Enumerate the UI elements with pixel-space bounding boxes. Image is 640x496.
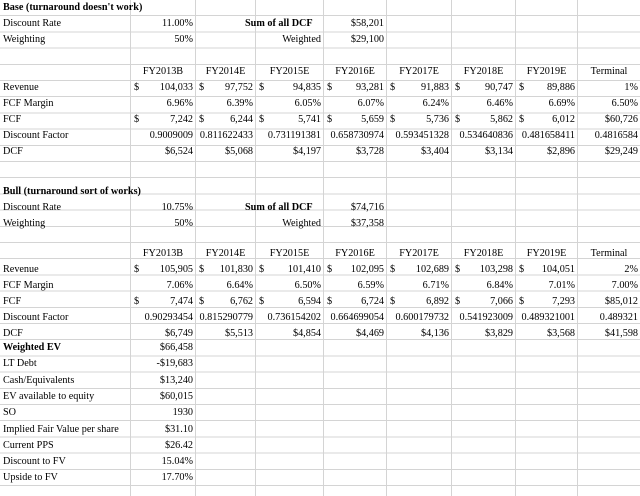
summary-value[interactable]: 17.70% [161,472,193,484]
cell-value: 2% [624,264,638,275]
cell-value: 7.00% [611,280,638,291]
cell-value: 0.489321 [599,312,638,323]
bull-row-fcf [0,294,640,310]
bull-years-row [0,246,640,262]
base-row-label[interactable]: DCF [3,146,23,157]
base-cell-discount-factor[interactable] [387,128,451,144]
cell-value: 0.664699054 [330,312,384,323]
cell-value: $3,568 [546,328,575,339]
cell-value: 89,886 [546,82,575,93]
bull-row-label[interactable]: Revenue [3,264,39,275]
base-row-dcf [0,144,640,160]
cell-value: 102,689 [415,264,449,275]
base-row-fcf [0,112,640,128]
cell-value: 6.39% [226,98,253,109]
cell-value: 6.50% [611,98,638,109]
cell-value: 0.9009009 [149,130,193,141]
base-weighted-label[interactable]: Weighted [282,34,321,45]
base-cell-discount-factor[interactable] [196,128,255,144]
base-discount-rate-label[interactable]: Discount Rate [3,18,62,29]
bull-cell-fcf[interactable] [256,294,323,310]
base-cell-revenue[interactable] [452,80,515,96]
base-cell-fcf-margin[interactable] [452,96,515,112]
currency-symbol: $ [259,264,265,275]
summary-row [0,389,640,405]
base-row-revenue [0,80,640,96]
bull-cell-fcf-margin[interactable] [387,278,451,294]
cell-value: 0.815290779 [199,312,253,323]
bull-cell-fcf[interactable] [452,294,515,310]
base-weighting-value[interactable]: 50% [174,34,193,45]
currency-symbol: $ [199,264,205,275]
summary-value[interactable]: $13,240 [159,374,193,386]
cell-value: $6,749 [164,328,193,339]
cell-value: 6.64% [226,280,253,291]
base-discount-rate-row [0,16,640,32]
summary-row [0,356,640,372]
cell-value: $29,249 [604,146,638,157]
summary-value[interactable]: $26.42 [164,439,193,451]
cell-value: 104,033 [159,82,193,93]
summary-row [0,422,640,438]
base-title[interactable]: Base (turnaround doesn't work) [3,2,143,13]
cell-value: 6.96% [166,98,193,109]
cell-value: 0.4816584 [594,130,638,141]
base-years-row [0,64,640,80]
bull-row-discount-factor [0,310,640,326]
currency-symbol: $ [390,296,396,307]
base-cell-dcf[interactable] [131,144,195,160]
base-cell-fcf[interactable] [324,112,386,128]
cell-value: 101,830 [219,264,253,275]
cell-value: 7,242 [170,114,193,125]
summary-row [0,340,640,356]
base-cell-revenue[interactable] [131,80,195,96]
base-year-header[interactable]: FY2019E [526,66,567,77]
base-cell-discount-factor[interactable] [578,128,640,144]
bull-cell-revenue[interactable] [516,262,577,278]
cell-value: 101,410 [287,264,321,275]
bull-cell-revenue[interactable] [387,262,451,278]
cell-value: 6,594 [298,296,321,307]
summary-label[interactable]: Weighted EV [3,342,62,353]
bull-cell-revenue[interactable] [256,262,323,278]
cell-value: 0.481658411 [521,130,575,141]
summary-label[interactable]: LT Debt [3,358,37,370]
bull-weighting-row [0,216,640,232]
cell-value: $5,513 [224,328,253,339]
bull-year-header[interactable]: Terminal [590,248,628,259]
cell-value: 0.811622433 [199,130,253,141]
base-cell-fcf-margin[interactable] [256,96,323,112]
summary-value[interactable]: -$19,683 [156,358,193,370]
bull-cell-discount-factor[interactable] [256,310,323,326]
bull-year-header[interactable]: FY2017E [399,248,439,259]
cell-value: 7.06% [166,280,193,291]
summary-value[interactable]: 15.04% [161,456,193,468]
cell-value: $85,012 [604,296,638,307]
base-cell-revenue[interactable] [578,80,640,96]
bull-cell-fcf[interactable] [131,294,195,310]
cell-value: 6,012 [552,114,575,125]
cell-value: 103,298 [479,264,513,275]
currency-symbol: $ [327,114,333,125]
base-row-discount-factor [0,128,640,144]
cell-value: 0.658730974 [330,130,384,141]
currency-symbol: $ [519,264,525,275]
summary-label[interactable]: Discount to FV [3,456,66,468]
base-year-header[interactable]: FY2014E [205,66,246,77]
bull-cell-discount-factor[interactable] [196,310,255,326]
cell-value: $5,068 [224,146,253,157]
currency-symbol: $ [455,114,461,125]
cell-value: 0.600179732 [395,312,449,323]
bull-cell-revenue[interactable] [131,262,195,278]
cell-value: $4,197 [292,146,321,157]
base-cell-fcf-margin[interactable] [387,96,451,112]
currency-symbol: $ [390,114,396,125]
summary-row [0,373,640,389]
bull-year-header[interactable]: FY2019E [526,248,567,259]
bull-cell-fcf-margin[interactable] [131,278,195,294]
base-cell-dcf[interactable] [196,144,255,160]
bull-weighted-value[interactable]: $37,358 [350,218,384,229]
bull-title[interactable]: Bull (turnaround sort of works) [3,186,141,197]
bull-weighting-value[interactable]: 50% [174,218,193,229]
base-cell-fcf[interactable] [578,112,640,128]
base-year-header[interactable]: FY2013B [142,66,184,77]
currency-symbol: $ [519,82,525,93]
currency-symbol: $ [327,82,333,93]
base-cell-dcf[interactable] [578,144,640,160]
cell-value: 6,244 [230,114,253,125]
currency-symbol: $ [259,82,265,93]
summary-label[interactable]: EV available to equity [3,390,95,402]
summary-label[interactable]: Upside to FV [3,472,58,484]
base-cell-fcf[interactable] [196,112,255,128]
bull-discount-rate-label[interactable]: Discount Rate [3,202,62,213]
cell-value: 0.90293454 [144,312,193,323]
bull-cell-discount-factor[interactable] [324,310,386,326]
bull-cell-fcf-margin[interactable] [324,278,386,294]
base-year-header[interactable]: FY2016E [335,66,375,77]
cell-value: 5,741 [298,114,321,125]
currency-symbol: $ [134,296,140,307]
currency-symbol: $ [455,296,461,307]
bull-cell-fcf-margin[interactable] [516,278,577,294]
cell-value: 0.489321001 [521,312,575,323]
currency-symbol: $ [390,264,396,275]
cell-value: 6,892 [426,296,449,307]
bull-row-label[interactable]: FCF [3,296,22,307]
base-title-row [0,0,640,16]
cell-value: 7,066 [490,296,513,307]
base-discount-rate-value[interactable]: 11.00% [161,18,193,29]
cell-value: 0.534640836 [459,130,513,141]
cell-value: 5,659 [361,114,384,125]
cell-value: 102,095 [350,264,384,275]
cell-value: 1% [624,82,638,93]
cell-value: 91,883 [420,82,449,93]
bull-cell-revenue[interactable] [324,262,386,278]
summary-row [0,405,640,421]
currency-symbol: $ [519,114,525,125]
cell-value: 0.731191381 [267,130,321,141]
bull-year-header[interactable]: FY2018E [463,248,504,259]
bull-sum-dcf-value[interactable]: $74,716 [350,202,384,213]
cell-value: 0.593451328 [395,130,449,141]
bull-cell-discount-factor[interactable] [387,310,451,326]
cell-value: 6.71% [422,280,449,291]
base-cell-revenue[interactable] [324,80,386,96]
cell-value: $3,829 [484,328,513,339]
base-row-label[interactable]: Revenue [3,82,39,93]
bull-cell-fcf-margin[interactable] [196,278,255,294]
bull-cell-fcf[interactable] [578,294,640,310]
bull-cell-discount-factor[interactable] [131,310,195,326]
summary-label[interactable]: Implied Fair Value per share [3,423,119,435]
currency-symbol: $ [134,82,140,93]
cell-value: 6,762 [230,296,253,307]
bull-weighting-label[interactable]: Weighting [3,218,46,229]
bull-sum-dcf-label[interactable]: Sum of all DCF [245,202,313,213]
currency-symbol: $ [259,296,265,307]
currency-symbol: $ [455,264,461,275]
summary-label[interactable]: SO [3,407,17,419]
cell-value: 7.01% [548,280,575,291]
bull-weighted-label[interactable]: Weighted [282,218,321,229]
cell-value: $3,728 [355,146,384,157]
base-year-header[interactable]: Terminal [590,66,628,77]
summary-label[interactable]: Cash/Equivalents [3,374,75,386]
currency-symbol: $ [390,82,396,93]
bull-discount-rate-row [0,200,640,216]
bull-title-row [0,184,640,200]
base-cell-revenue[interactable] [387,80,451,96]
cell-value: 5,736 [426,114,449,125]
summary-row [0,438,640,454]
base-cell-fcf[interactable] [256,112,323,128]
cell-value: 6.46% [486,98,513,109]
base-cell-discount-factor[interactable] [324,128,386,144]
base-cell-fcf[interactable] [387,112,451,128]
cell-value: 0.736154202 [267,312,321,323]
cell-value: 7,474 [170,296,193,307]
currency-symbol: $ [455,82,461,93]
cell-value: 5,862 [490,114,513,125]
bull-row-revenue [0,262,640,278]
base-weighted-value[interactable]: $29,100 [350,34,384,45]
currency-symbol: $ [199,296,205,307]
currency-symbol: $ [327,296,333,307]
cell-value: 0.541923009 [459,312,513,323]
summary-row [0,470,640,486]
base-year-header[interactable]: FY2017E [399,66,439,77]
cell-value: $4,854 [292,328,321,339]
cell-value: 6.59% [357,280,384,291]
summary-value[interactable]: $31.10 [164,423,193,435]
currency-symbol: $ [259,114,265,125]
bull-cell-revenue[interactable] [196,262,255,278]
cell-value: $3,404 [420,146,449,157]
base-cell-dcf[interactable] [387,144,451,160]
base-cell-discount-factor[interactable] [256,128,323,144]
cell-value: 93,281 [355,82,384,93]
bull-cell-fcf[interactable] [324,294,386,310]
cell-value: 6.07% [357,98,384,109]
bull-cell-fcf-margin[interactable] [578,278,640,294]
cell-value: $4,136 [420,328,449,339]
cell-value: 6,724 [361,296,384,307]
base-row-fcf-margin [0,96,640,112]
base-cell-dcf[interactable] [516,144,577,160]
cell-value: 90,747 [484,82,513,93]
currency-symbol: $ [134,114,140,125]
summary-row [0,454,640,470]
bull-cell-fcf-margin[interactable] [256,278,323,294]
base-cell-fcf-margin[interactable] [196,96,255,112]
base-cell-fcf[interactable] [452,112,515,128]
bull-cell-fcf[interactable] [387,294,451,310]
currency-symbol: $ [199,82,205,93]
currency-symbol: $ [327,264,333,275]
base-year-header[interactable]: FY2015E [269,66,310,77]
cell-value: 6.69% [548,98,575,109]
base-cell-revenue[interactable] [196,80,255,96]
bull-cell-revenue[interactable] [452,262,515,278]
bull-row-label[interactable]: Discount Factor [3,312,69,323]
bull-cell-fcf[interactable] [196,294,255,310]
currency-symbol: $ [134,264,140,275]
bull-row-label[interactable]: FCF Margin [3,280,54,291]
summary-value[interactable]: $60,015 [159,390,193,402]
base-cell-discount-factor[interactable] [452,128,515,144]
cell-value: $4,469 [355,328,384,339]
bull-year-header[interactable]: FY2015E [269,248,310,259]
base-cell-fcf[interactable] [131,112,195,128]
base-cell-fcf-margin[interactable] [578,96,640,112]
summary-value[interactable]: $66,458 [159,342,193,353]
summary-value[interactable]: 1930 [172,407,193,419]
cell-value: 7,293 [552,296,575,307]
cell-value: 94,835 [292,82,321,93]
base-row-label[interactable]: FCF [3,114,22,125]
base-sum-dcf-label[interactable]: Sum of all DCF [245,18,313,29]
base-cell-fcf-margin[interactable] [324,96,386,112]
bull-cell-discount-factor[interactable] [452,310,515,326]
bull-row-fcf-margin [0,278,640,294]
bull-cell-discount-factor[interactable] [516,310,577,326]
cell-value: 6.24% [422,98,449,109]
base-row-label[interactable]: Discount Factor [3,130,69,141]
cell-value: $3,134 [484,146,513,157]
summary-label[interactable]: Current PPS [3,439,54,451]
base-weighting-row [0,32,640,48]
bull-year-header[interactable]: FY2016E [335,248,375,259]
bull-row-label[interactable]: DCF [3,328,23,339]
cell-value: $41,598 [604,328,638,339]
cell-value: 97,752 [224,82,253,93]
bull-cell-revenue[interactable] [578,262,640,278]
base-cell-fcf-margin[interactable] [131,96,195,112]
bull-discount-rate-value[interactable]: 10.75% [161,202,193,213]
base-cell-revenue[interactable] [516,80,577,96]
cell-value: 6.84% [486,280,513,291]
base-weighting-label[interactable]: Weighting [3,34,46,45]
base-row-label[interactable]: FCF Margin [3,98,54,109]
base-year-header[interactable]: FY2018E [463,66,504,77]
cell-value: $6,524 [164,146,193,157]
cell-value: $60,726 [604,114,638,125]
base-sum-dcf-value[interactable]: $58,201 [350,18,384,29]
base-cell-dcf[interactable] [256,144,323,160]
cell-value: $2,896 [546,146,575,157]
bull-cell-fcf-margin[interactable] [452,278,515,294]
bull-year-header[interactable]: FY2013B [142,248,184,259]
cell-value: 6.05% [294,98,321,109]
cell-value: 6.50% [294,280,321,291]
base-cell-discount-factor[interactable] [516,128,577,144]
base-cell-revenue[interactable] [256,80,323,96]
bull-year-header[interactable]: FY2014E [205,248,246,259]
base-cell-fcf[interactable] [516,112,577,128]
base-cell-dcf[interactable] [324,144,386,160]
base-cell-dcf[interactable] [452,144,515,160]
bull-cell-discount-factor[interactable] [578,310,640,326]
base-cell-fcf-margin[interactable] [516,96,577,112]
cell-value: 105,905 [159,264,193,275]
currency-symbol: $ [519,296,525,307]
currency-symbol: $ [199,114,205,125]
bull-cell-fcf[interactable] [516,294,577,310]
cell-value: 104,051 [541,264,575,275]
base-cell-discount-factor[interactable] [131,128,195,144]
